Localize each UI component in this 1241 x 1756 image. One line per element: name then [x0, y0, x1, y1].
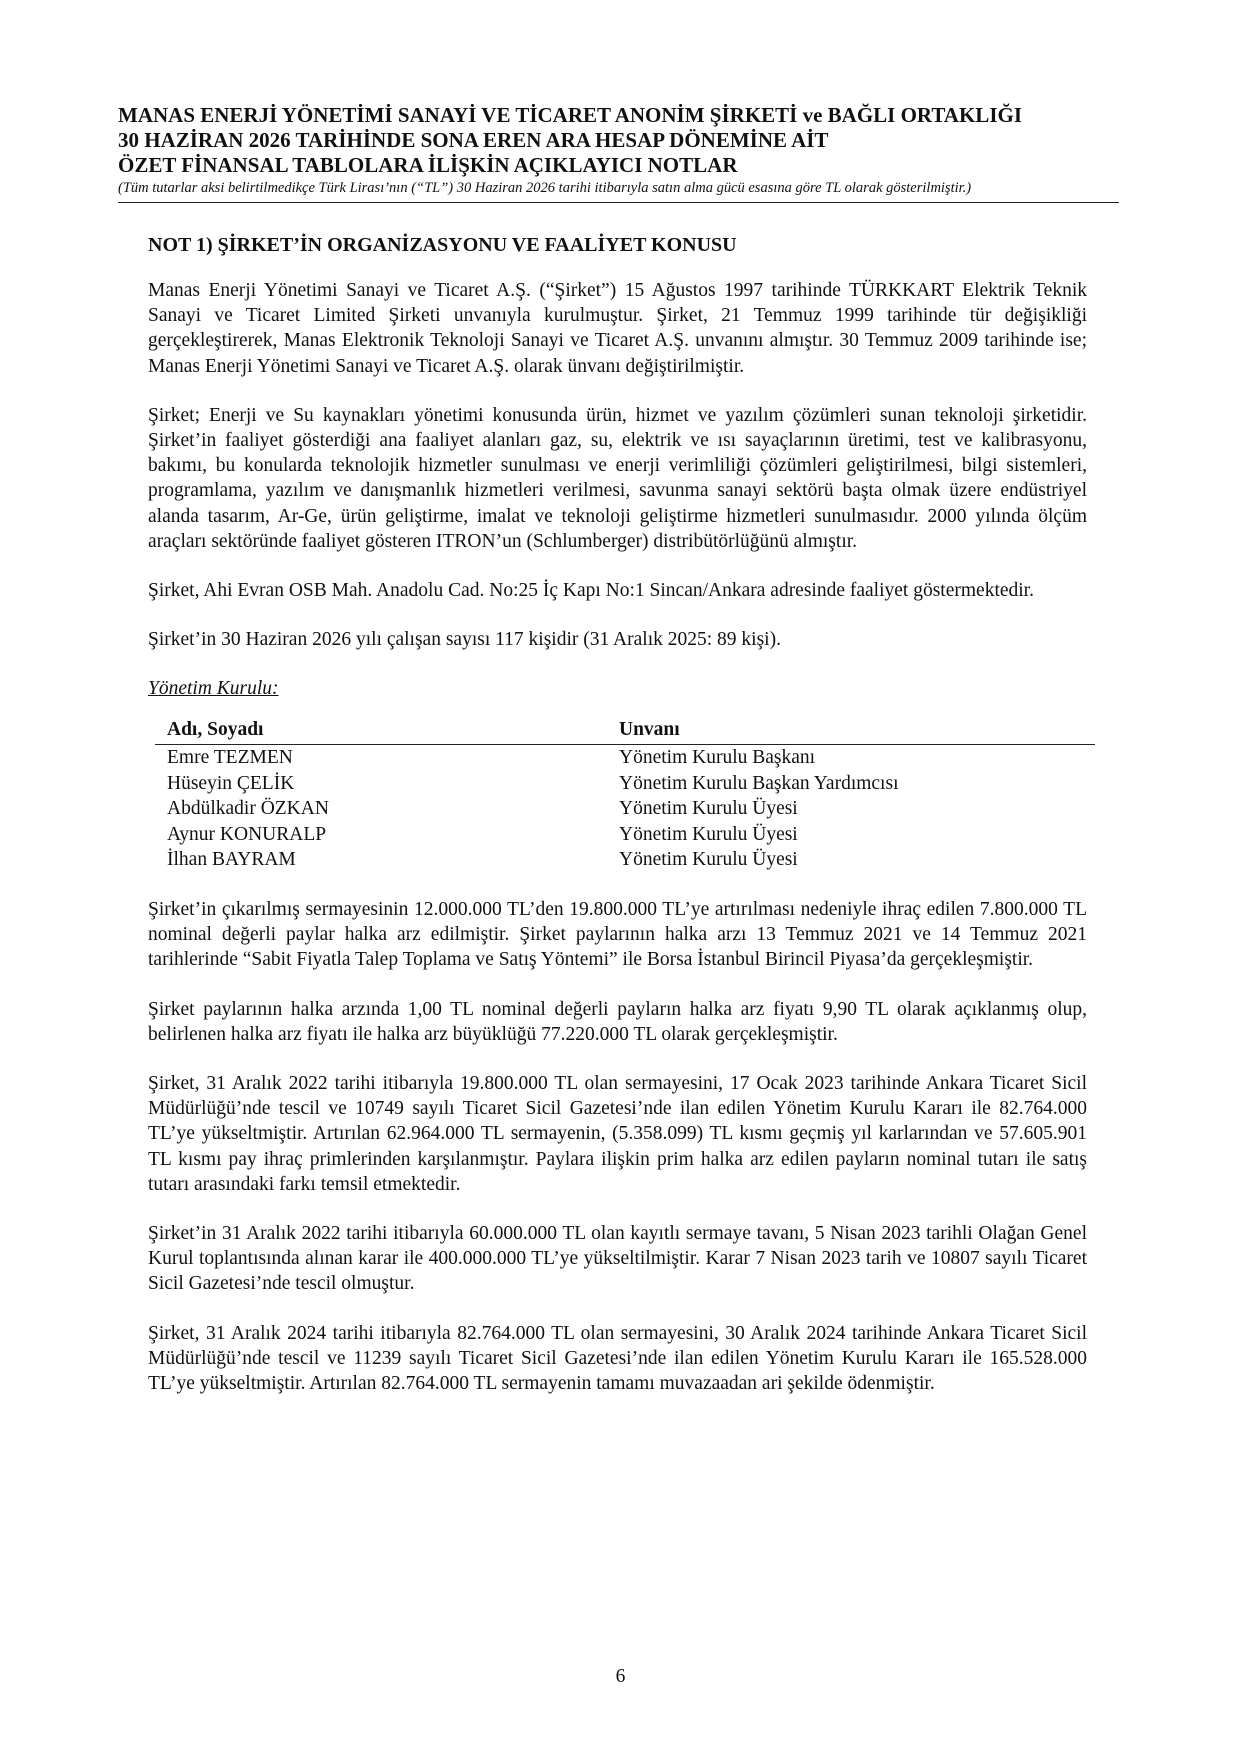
note-body	[148, 232, 1087, 1420]
paragraph-capital-increase-2024: Şirket, 31 Aralık 2024 tarihi itibarıyla 82.764.000 TL olan sermayesini, 30 Aralık 2024 tarihinde Ankara Ticaret Sicil Müdürlüğü’nde tescil ve 11239 sayılı Ticaret Sicil Gazetesi’nde ilan edilen Yönetim Kurulu Kararı ile 165.528.000 TL’ye yükseltmiştir. Artırılan 82.764.000 TL sermayenin tamamı muvazaadan ari şekilde ödenmiştir.	[148, 1322, 1087, 1394]
member-name: Emre TEZMEN	[167, 747, 293, 769]
member-title: Yönetim Kurulu Başkanı	[619, 747, 816, 769]
page-number: 6	[615, 1666, 626, 1687]
member-name: Hüseyin ÇELİK	[167, 772, 295, 794]
board-heading: Yönetim Kurulu:	[148, 678, 279, 700]
member-title: Yönetim Kurulu Üyesi	[619, 823, 798, 845]
header-notes-line: ÖZET FİNANSAL TABLOLARA İLİŞKİN AÇIKLAYICI NOTLAR	[118, 153, 738, 177]
board-table-header	[155, 719, 1095, 745]
member-title: Yönetim Kurulu Üyesi	[619, 798, 798, 820]
header-period-line: 30 HAZİRAN 2026 TARİHİNDE SONA EREN ARA HESAP DÖNEMİNE AİT	[118, 128, 829, 152]
table-row	[155, 771, 1095, 797]
member-name: Aynur KONURALP	[167, 823, 327, 845]
board-table	[155, 719, 1095, 873]
paragraph-history: Manas Enerji Yönetimi Sanayi ve Ticaret A.Ş. (“Şirket”) 15 Ağustos 1997 tarihinde TÜRKKART Elektrik Teknik Sanayi ve Ticaret Limited Şirketi unvanıyla kurulmuştur. Şirket, 21 Temmuz 1999 tarihinde tür değişikliği gerçekleştirerek, Manas Elektronik Teknoloji Sanayi ve Ticaret A.Ş. unvanını almıştır. 30 Temmuz 2009 tarihinde ise; Manas Enerji Yönetimi Sanayi ve Ticaret A.Ş. olarak ünvanı değiştirilmiştir.	[148, 280, 1087, 377]
paragraph-ipo: Şirket’in çıkarılmış sermayesinin 12.000.000 TL’den 19.800.000 TL’ye artırılması nedeniyle ihraç edilen 7.800.000 TL nominal değerli paylar halka arz edilmiştir. Şirket paylarının halka arzı 13 Temmuz 2021 ve 14 Temmuz 2021 tarihlerinde “Sabit Fiyatla Talep Toplama ve Satış Yöntemi” ile Borsa İstanbul Birincil Piyasa’da gerçekleşmiştir.	[148, 898, 1087, 971]
table-row	[155, 796, 1095, 822]
member-name: İlhan BAYRAM	[167, 849, 296, 871]
paragraph-employees: Şirket’in 30 Haziran 2026 yılı çalışan sayısı 117 kişidir (31 Aralık 2025: 89 kişi).	[148, 629, 781, 651]
table-row	[155, 847, 1095, 873]
member-title: Yönetim Kurulu Başkan Yardımcısı	[619, 772, 899, 794]
header-divider	[118, 202, 1119, 203]
column-header-title: Unvanı	[607, 719, 1095, 745]
section-title: NOT 1) ŞİRKET’İN ORGANİZASYONU VE FAALİYET KONUSU	[148, 234, 737, 256]
paragraph-address: Şirket, Ahi Evran OSB Mah. Anadolu Cad. No:25 İç Kapı No:1 Sincan/Ankara adresinde faaliyet göstermektedir.	[148, 580, 1034, 602]
paragraph-activities: Şirket; Enerji ve Su kaynakları yönetimi konusunda ürün, hizmet ve yazılım çözümleri sunan teknoloji şirketidir. Şirket’in faaliyet gösterdiği ana faaliyet alanları gaz, su, elektrik ve ısı sayaçlarının üretimi, test ve kalibrasyonu, bakımı, bu konularda teknolojik hizmetler sunulması ve enerji verimliliği çözümleri geliştirilmesi, bilgi sistemleri, programlama, yazılım ve danışmanlık hizmetleri verilmesi, savunma sanayi sektörü başta olmak üzere endüstriyel alanda tasarım, Ar-Ge, ürün geliştirme, imalat ve teknoloji geliştirme hizmetleri sunulmasıdır. 2000 yılında ölçüm araçları sektöründe faaliyet gösteren ITRON’un (Schlumberger) distribütörlüğünü almıştır.	[148, 404, 1087, 552]
member-name: Abdülkadir ÖZKAN	[167, 798, 329, 820]
header-currency-note: (Tüm tutarlar aksi belirtilmedikçe Türk Lirası’nın (“TL”) 30 Haziran 2026 tarihi itibarıyla satın alma gücü esasına göre TL olarak gösterilmiştir.)	[118, 180, 972, 196]
report-header	[118, 103, 1118, 198]
member-title: Yönetim Kurulu Üyesi	[619, 849, 798, 871]
paragraph-registered-capital: Şirket’in 31 Aralık 2022 tarihi itibarıyla 60.000.000 TL olan kayıtlı sermaye tavanı, 5 Nisan 2023 tarihli Olağan Genel Kurul toplantısında alınan karar ile 400.000.000 TL’ye yükseltilmiştir. Karar 7 Nisan 2023 tarih ve 10807 sayılı Ticaret Sicil Gazetesi’nde tescil olmuştur.	[148, 1222, 1087, 1295]
paragraph-ipo-price: Şirket paylarının halka arzında 1,00 TL nominal değerli payların halka arz fiyatı 9,90 TL olarak açıklanmış olup, belirlenen halka arz fiyatı ile halka arz büyüklüğü 77.220.000 TL olarak gerçekleşmiştir.	[148, 998, 1087, 1045]
paragraph-capital-increase-2023: Şirket, 31 Aralık 2022 tarihi itibarıyla 19.800.000 TL olan sermayesini, 17 Ocak 2023 tarihinde Ankara Ticaret Sicil Müdürlüğü’nde tescil ve 10749 sayılı Ticaret Sicil Gazetesi’nde ilan edilen Yönetim Kurulu Kararı ile 82.764.000 TL’ye yükseltmiştir. Artırılan 62.964.000 TL sermayenin, (5.358.099) TL kısmı geçmiş yıl karlarından ve 57.605.901 TL kısmı pay ihraç primlerinden karşılanmıştır. Paylara ilişkin prim halka arz edilen payların nominal tutarı ile satış tutarı arasındaki farkı temsil etmektedir.	[148, 1072, 1087, 1195]
table-row	[155, 822, 1095, 848]
header-company-line: MANAS ENERJİ YÖNETİMİ SANAYİ VE TİCARET ANONİM ŞİRKETİ ve BAĞLI ORTAKLIĞI	[118, 103, 1022, 127]
table-row	[155, 745, 1095, 771]
column-header-name: Adı, Soyadı	[155, 719, 607, 745]
